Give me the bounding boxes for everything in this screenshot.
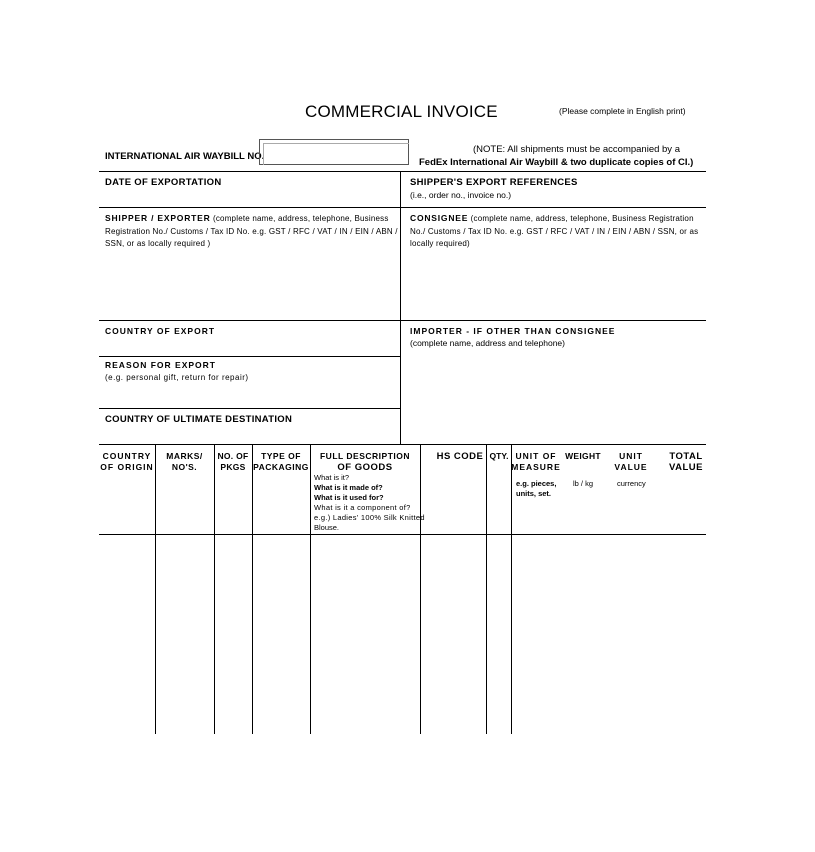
ultimate-destination-label: COUNTRY OF ULTIMATE DESTINATION xyxy=(105,414,293,425)
country-of-export-label: COUNTRY OF EXPORT xyxy=(105,326,216,336)
consignee-block[interactable]: CONSIGNEE (complete name, address, telephone, Business Registration No./ Customs / Tax ID No. e.g. GST / RFC / VAT / IN / EIN / ABN / SSN, or as locally required) xyxy=(410,213,699,248)
print-note: (Please complete in English print) xyxy=(559,106,686,116)
divider xyxy=(99,320,706,321)
col-no-of-pkgs: NO. OF PKGS xyxy=(217,451,249,472)
reason-for-export-label: REASON FOR EXPORT xyxy=(105,360,216,370)
column-divider xyxy=(214,444,215,734)
column-divider xyxy=(511,444,512,734)
waybill-label: INTERNATIONAL AIR WAYBILL NO. xyxy=(105,151,265,162)
col-country-of-origin: COUNTRY OF ORIGIN xyxy=(100,451,154,472)
col-weight: WEIGHT xyxy=(565,451,601,461)
col-unit-value: UNIT VALUE xyxy=(614,451,648,472)
divider xyxy=(99,171,706,172)
divider xyxy=(400,171,401,444)
divider xyxy=(99,207,706,208)
shipment-note-line-1: (NOTE: All shipments must be accompanied by a xyxy=(473,144,680,155)
divider xyxy=(99,408,400,409)
column-divider xyxy=(252,444,253,734)
divider xyxy=(99,534,706,535)
importer-hint: (complete name, address and telephone) xyxy=(410,338,565,348)
col-marks: MARKS/ NO'S. xyxy=(166,451,203,472)
shipper-exporter-block[interactable]: SHIPPER / EXPORTER (complete name, address, telephone, Business Registration No./ Customs / Tax ID No. e.g. GST / RFC / VAT / IN / EIN / ABN / SSN, or as locally required ) xyxy=(105,213,398,248)
uom-hint: e.g. pieces, units, set. xyxy=(516,479,557,498)
col-full-description: FULL DESCRIPTION OF GOODS xyxy=(319,451,410,473)
shipper-export-refs-label: SHIPPER'S EXPORT REFERENCES xyxy=(410,177,578,188)
consignee-label: CONSIGNEE xyxy=(410,213,469,223)
waybill-field-bevel xyxy=(263,143,409,165)
description-hints: What is it? What is it made of? What is it used for? What is it a component of? e.g.) Ladies' 100% Silk Knitted Blouse. xyxy=(314,473,425,532)
col-hs-code: HS CODE xyxy=(436,451,484,462)
column-divider xyxy=(155,444,156,734)
unit-value-hint: currency xyxy=(617,479,646,488)
weight-hint: lb / kg xyxy=(573,479,594,488)
shipper-export-refs-hint: (i.e., order no., invoice no.) xyxy=(410,190,512,200)
column-divider xyxy=(486,444,487,734)
col-type-of-packaging: TYPE OF PACKAGING xyxy=(253,451,309,472)
importer-label: IMPORTER - IF OTHER THAN CONSIGNEE xyxy=(410,326,616,336)
col-total-value: TOTAL VALUE xyxy=(669,451,703,473)
page-title: COMMERCIAL INVOICE xyxy=(305,102,498,121)
shipper-exporter-label: SHIPPER / EXPORTER xyxy=(105,213,211,223)
reason-for-export-hint: (e.g. personal gift, return for repair) xyxy=(105,373,249,382)
shipment-note-line-2: FedEx International Air Waybill & two duplicate copies of CI.) xyxy=(419,157,694,168)
column-divider xyxy=(310,444,311,734)
divider xyxy=(99,444,706,445)
col-qty: QTY. xyxy=(489,451,509,461)
divider xyxy=(99,356,400,357)
col-unit-of-measure: UNIT OF MEASURE xyxy=(511,451,561,472)
date-of-exportation-label: DATE OF EXPORTATION xyxy=(105,177,222,188)
